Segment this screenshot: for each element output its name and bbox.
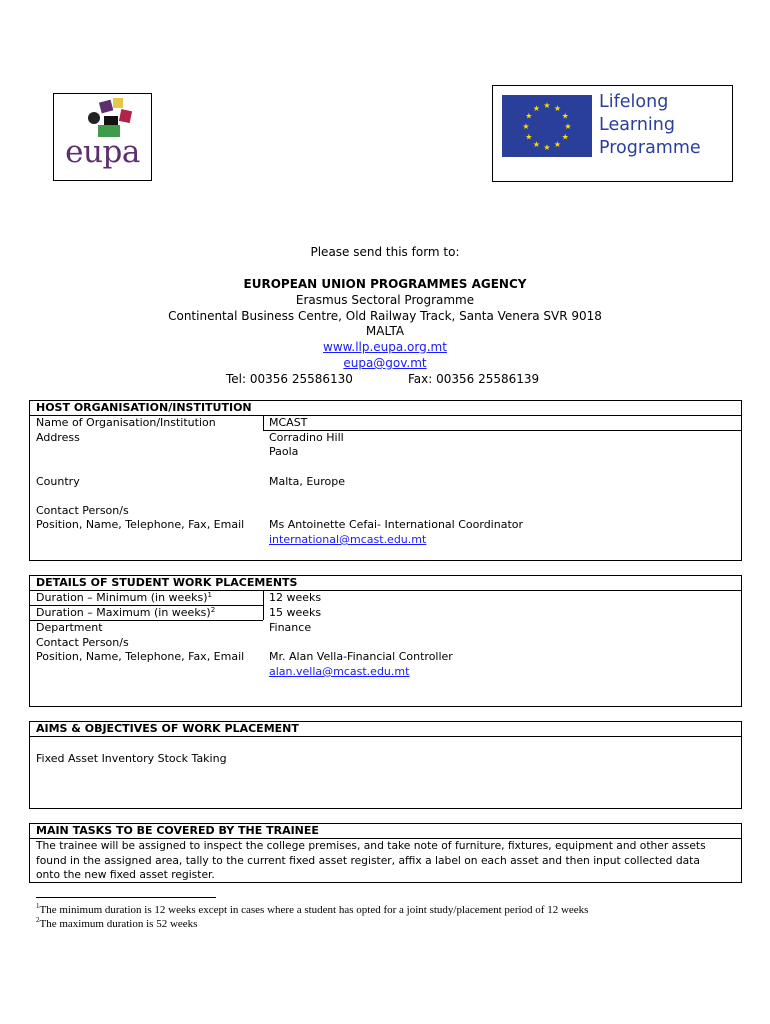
aims-text: Fixed Asset Inventory Stock Taking bbox=[36, 752, 227, 765]
llp-logo bbox=[492, 85, 733, 182]
placement-details-table bbox=[29, 575, 742, 707]
eu-star-icon: ★ bbox=[525, 111, 533, 121]
send-intro: Please send this form to: bbox=[310, 245, 460, 259]
address-line: Corradino Hill bbox=[269, 431, 344, 444]
duration-max-value: 15 weeks bbox=[269, 606, 322, 619]
section-title: DETAILS OF STUDENT WORK PLACEMENTS bbox=[36, 576, 298, 589]
section-title: MAIN TASKS TO BE COVERED BY THE TRAINEE bbox=[36, 824, 319, 837]
org-name-label: Name of Organisation/Institution bbox=[36, 416, 216, 429]
fax-number: Fax: 00356 25586139 bbox=[408, 372, 540, 386]
eu-star-icon: ★ bbox=[522, 122, 530, 131]
contact-sub-label: Position, Name, Telephone, Fax, Email bbox=[36, 650, 245, 663]
tasks-text-line: The trainee will be assigned to inspect the college premises, and take note of furniture, fixtures, equipment and other assets bbox=[36, 839, 706, 852]
department-value: Finance bbox=[269, 621, 312, 634]
programme-name: Erasmus Sectoral Programme bbox=[295, 293, 475, 307]
contact-value: Mr. Alan Vella-Financial Controller bbox=[269, 650, 453, 663]
eu-star-icon: ★ bbox=[553, 103, 562, 113]
contact-label: Contact Person/s bbox=[36, 636, 129, 649]
duration-min-label: Duration – Minimum (in weeks)$^1$ bbox=[36, 591, 212, 604]
agency-address: Continental Business Centre, Old Railway Track, Santa Venera SVR 9018 bbox=[168, 309, 602, 323]
tasks-text-line: found in the assigned area, tally to the current fixed asset register, affix a label on each asset and then input collected data bbox=[36, 854, 700, 867]
eu-star-icon: ★ bbox=[553, 140, 562, 150]
department-label: Department bbox=[36, 621, 103, 634]
country-value: Malta, Europe bbox=[269, 475, 346, 488]
duration-min-value: 12 weeks bbox=[269, 591, 322, 604]
eu-star-icon: ★ bbox=[532, 103, 541, 113]
eu-star-icon: ★ bbox=[543, 143, 551, 152]
footnote: $^1$The minimum duration is 12 weeks except in cases where a student has opted for a joint study/placement period of 12 weeks bbox=[36, 902, 589, 916]
website-link[interactable]: www.llp.eupa.org.mt bbox=[323, 340, 447, 354]
llp-line: Lifelong bbox=[599, 92, 669, 112]
email-link[interactable]: eupa@gov.mt bbox=[343, 356, 427, 370]
footnote: $^2$The maximum duration is 52 weeks bbox=[36, 916, 198, 930]
address-label: Address bbox=[36, 431, 80, 444]
eu-star-icon: ★ bbox=[561, 111, 569, 121]
contact-label: Contact Person/s bbox=[36, 504, 129, 517]
contact-sub-label: Position, Name, Telephone, Fax, Email bbox=[36, 518, 245, 531]
main-tasks-table bbox=[29, 823, 742, 883]
agency-name: EUROPEAN UNION PROGRAMMES AGENCY bbox=[243, 277, 527, 291]
contact-email-link[interactable]: international@mcast.edu.mt bbox=[269, 533, 427, 546]
section-title: AIMS & OBJECTIVES OF WORK PLACEMENT bbox=[36, 722, 299, 735]
llp-wordmark bbox=[599, 91, 731, 160]
country-label: Country bbox=[36, 475, 80, 488]
eupa-wordmark: eupa bbox=[65, 134, 140, 170]
section-title: HOST ORGANISATION/INSTITUTION bbox=[36, 401, 252, 414]
aims-objectives-table bbox=[29, 721, 742, 809]
tel-number: Tel: 00356 25586130 bbox=[226, 372, 353, 386]
eu-star-icon: ★ bbox=[532, 140, 541, 150]
agency-country: MALTA bbox=[365, 324, 405, 338]
llp-line: Learning bbox=[599, 115, 675, 135]
contact-email-link[interactable]: alan.vella@mcast.edu.mt bbox=[269, 665, 410, 678]
contact-value: Ms Antoinette Cefai- International Coordinator bbox=[269, 518, 524, 531]
org-name-value: MCAST bbox=[269, 416, 308, 429]
address-line: Paola bbox=[269, 445, 299, 458]
eu-flag-icon bbox=[502, 95, 592, 157]
eu-star-icon: ★ bbox=[525, 132, 533, 142]
eupa-logo bbox=[53, 93, 152, 181]
eu-star-icon: ★ bbox=[564, 122, 572, 131]
footnote-divider bbox=[36, 897, 216, 898]
host-organisation-table bbox=[29, 400, 742, 561]
tasks-text-line: onto the new fixed asset register. bbox=[36, 868, 215, 881]
eu-star-icon: ★ bbox=[561, 132, 569, 142]
duration-max-label: Duration – Maximum (in weeks)$^2$ bbox=[36, 606, 216, 619]
eu-star-icon: ★ bbox=[543, 101, 551, 110]
llp-line: Programme bbox=[599, 138, 701, 158]
